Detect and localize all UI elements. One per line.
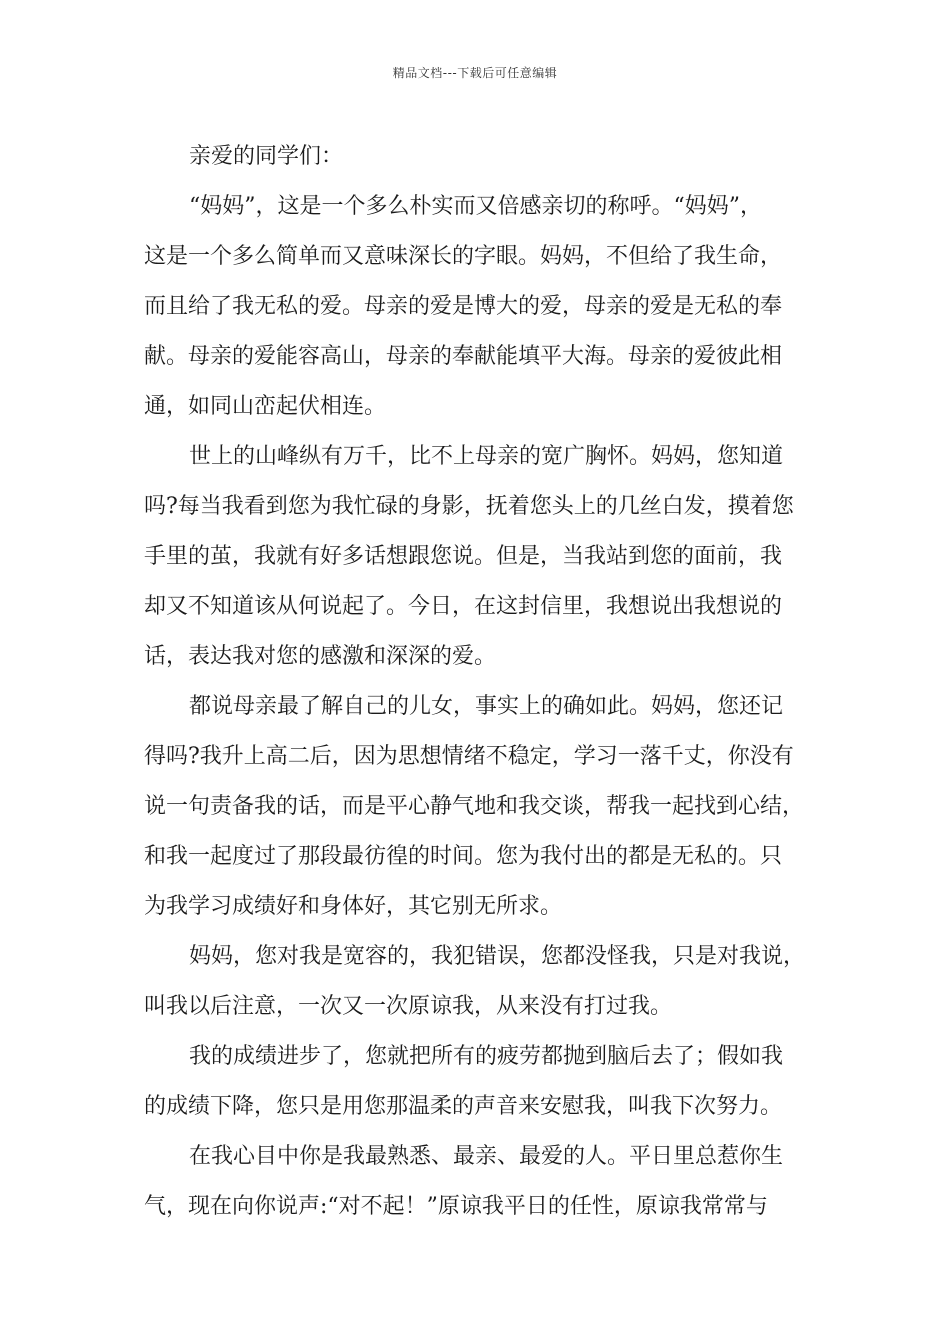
text-line: 而且给了我无私的爱。母亲的爱是博大的爱，母亲的爱是无私的奉 <box>144 294 783 319</box>
text-line: 献。母亲的爱能容高山，母亲的奉献能填平大海。母亲的爱彼此相 <box>144 344 783 369</box>
text-line: 在我心目中你是我最熟悉、最亲、最爱的人。平日里总惹你生 <box>189 1144 784 1169</box>
text-line: 我的成绩进步了，您就把所有的疲劳都抛到脑后去了；假如我 <box>189 1044 784 1069</box>
text-line: 亲爱的同学们： <box>189 144 344 169</box>
page-header: 精品文档---下载后可任意编辑 <box>392 66 558 80</box>
text-line: 叫我以后注意，一次又一次原谅我，从来没有打过我。 <box>144 994 673 1019</box>
text-line: “妈妈”，这是一个多么朴实而又倍感亲切的称呼。“妈妈”， <box>189 194 762 219</box>
text-line: 话，表达我对您的感激和深深的爱。 <box>144 644 497 669</box>
text-line: 的成绩下降，您只是用您那温柔的声音来安慰我，叫我下次努力。 <box>144 1094 783 1119</box>
text-line: 和我一起度过了那段最彷徨的时间。您为我付出的都是无私的。只 <box>144 844 783 869</box>
text-line: 手里的茧，我就有好多话想跟您说。但是，当我站到您的面前，我 <box>144 544 783 569</box>
text-line: 世上的山峰纵有万千，比不上母亲的宽广胸怀。妈妈，您知道 <box>189 444 784 469</box>
text-line: 为我学习成绩好和身体好，其它别无所求。 <box>144 894 563 919</box>
text-line: 说一句责备我的话，而是平心静气地和我交谈，帮我一起找到心结， <box>144 794 805 819</box>
text-line: 都说母亲最了解自己的儿女，事实上的确如此。妈妈，您还记 <box>189 694 784 719</box>
text-line: 却又不知道该从何说起了。今日，在这封信里，我想说出我想说的 <box>144 594 783 619</box>
text-line: 得吗?我升上高二后，因为思想情绪不稳定，学习一落千丈，你没有 <box>144 744 794 769</box>
text-line: 吗?每当我看到您为我忙碌的身影，抚着您头上的几丝白发，摸着您 <box>144 494 794 519</box>
text-line: 这是一个多么简单而又意味深长的字眼。妈妈，不但给了我生命， <box>144 244 783 269</box>
letter-body <box>144 132 820 1232</box>
text-line: 通，如同山峦起伏相连。 <box>144 394 387 419</box>
text-line: 妈妈，您对我是宽容的，我犯错误，您都没怪我，只是对我说， <box>189 944 806 969</box>
text-line: 气，现在向你说声:“对不起！”原谅我平日的任性，原谅我常常与 <box>144 1194 768 1219</box>
